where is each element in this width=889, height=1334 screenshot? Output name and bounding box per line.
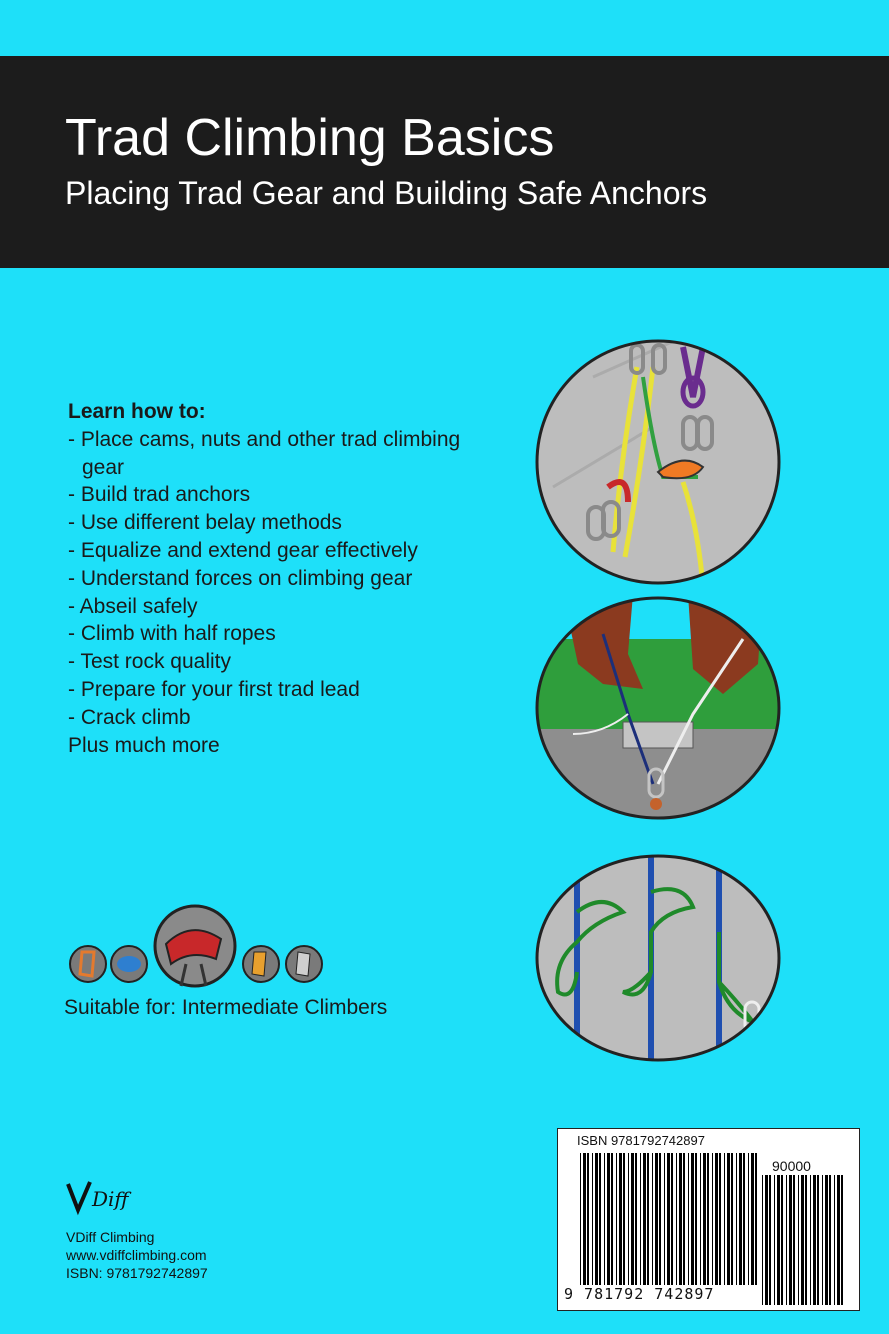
guide-belay-device-icon xyxy=(155,906,235,986)
list-item: - Equalize and extend gear effectively xyxy=(68,537,508,565)
barcode-bar xyxy=(707,1153,709,1285)
barcode-bar xyxy=(719,1153,721,1285)
barcode-bar xyxy=(712,1153,713,1285)
barcode-bar xyxy=(595,1153,598,1285)
barcode-bar xyxy=(623,1153,625,1285)
book-title: Trad Climbing Basics xyxy=(65,109,555,167)
barcode-bar xyxy=(817,1175,819,1305)
barcode-bar xyxy=(583,1153,586,1285)
publisher-info xyxy=(66,1228,208,1282)
barcode-bar xyxy=(703,1153,706,1285)
barcode-bar xyxy=(616,1153,617,1285)
barcode-bar xyxy=(765,1175,768,1305)
prusik-knot-illustration xyxy=(533,852,783,1064)
barcode-bar xyxy=(604,1153,605,1285)
barcode-box xyxy=(557,1128,860,1311)
barcode-bar xyxy=(727,1153,730,1285)
list-item: - Climb with half ropes xyxy=(68,620,508,648)
barcode-addon-bars xyxy=(762,1175,844,1305)
barcode-bar xyxy=(580,1153,581,1285)
barcode-bar xyxy=(700,1153,701,1285)
list-item: - Understand forces on climbing gear xyxy=(68,565,508,593)
list-item: - Place cams, nuts and other trad climbing gear xyxy=(68,426,508,482)
barcode-isbn-label: ISBN 9781792742897 xyxy=(577,1133,705,1148)
book-subtitle: Placing Trad Gear and Building Safe Anchors xyxy=(65,175,708,211)
barcode-bar xyxy=(635,1153,637,1285)
publisher-isbn: ISBN: 9781792742897 xyxy=(66,1265,208,1281)
suitable-for-text: Suitable for: Intermediate Climbers xyxy=(64,996,388,1019)
barcode-bar xyxy=(793,1175,795,1305)
barcode-bar xyxy=(587,1153,589,1285)
barcode-bar xyxy=(619,1153,622,1285)
barcode-bar xyxy=(607,1153,610,1285)
barcode-bar xyxy=(739,1153,742,1285)
barcode-digits: 9 781792 742897 xyxy=(564,1285,715,1303)
list-item: - Test rock quality xyxy=(68,648,508,676)
barcode-bar xyxy=(715,1153,718,1285)
learn-heading: Learn how to: xyxy=(68,400,206,423)
barcode-bar xyxy=(822,1175,823,1305)
list-item: - Use different belay methods xyxy=(68,509,508,537)
barcode-price-code: 90000 xyxy=(772,1158,811,1174)
barcode-bar xyxy=(801,1175,804,1305)
barcode-bar xyxy=(679,1153,682,1285)
carabiner-icon xyxy=(70,946,106,982)
barcode-bar xyxy=(599,1153,601,1285)
barcode-bar xyxy=(743,1153,745,1285)
barcode-bar xyxy=(671,1153,673,1285)
barcode-bar xyxy=(611,1153,613,1285)
barcode-bar xyxy=(655,1153,658,1285)
barcode-bar xyxy=(695,1153,697,1285)
barcode-bar xyxy=(798,1175,799,1305)
list-item: - Abseil safely xyxy=(68,593,508,621)
logo-text: Diff xyxy=(92,1187,129,1211)
list-item: - Build trad anchors xyxy=(68,481,508,509)
learn-footer: Plus much more xyxy=(68,733,220,757)
barcode-bar xyxy=(781,1175,783,1305)
barcode-bar xyxy=(724,1153,725,1285)
barcode-bar xyxy=(751,1153,754,1285)
barcode-bar xyxy=(774,1175,775,1305)
barcode-bar xyxy=(813,1175,816,1305)
barcode-bar xyxy=(748,1153,749,1285)
belay-anchor-illustration xyxy=(533,337,783,587)
barcode-bar xyxy=(640,1153,641,1285)
tree-anchor-illustration xyxy=(533,594,783,824)
belay-device-icon xyxy=(111,946,147,982)
barcode-bar xyxy=(664,1153,665,1285)
barcode-bar xyxy=(631,1153,634,1285)
gear-icons-row xyxy=(66,904,328,990)
barcode-bar xyxy=(825,1175,828,1305)
barcode-bar xyxy=(769,1175,771,1305)
figure-eight-icon xyxy=(243,946,279,982)
barcode-bar xyxy=(786,1175,787,1305)
barcode-bar xyxy=(762,1175,763,1305)
publisher-name: VDiff Climbing xyxy=(66,1229,155,1245)
barcode-bar xyxy=(592,1153,593,1285)
barcode-bar xyxy=(647,1153,649,1285)
barcode-bar xyxy=(652,1153,653,1285)
barcode-bar xyxy=(841,1175,843,1305)
barcode-bar xyxy=(755,1153,757,1285)
barcode-bar xyxy=(691,1153,694,1285)
barcode-bar xyxy=(810,1175,811,1305)
barcode-bar xyxy=(834,1175,835,1305)
barcode-bar xyxy=(659,1153,661,1285)
barcode-bar xyxy=(805,1175,807,1305)
barcode-bar xyxy=(628,1153,629,1285)
barcode-bar xyxy=(736,1153,737,1285)
barcode-bar xyxy=(643,1153,646,1285)
list-item: - Prepare for your first trad lead xyxy=(68,676,508,704)
barcode-bars xyxy=(580,1153,758,1285)
abseil-device-icon xyxy=(286,946,322,982)
barcode-bar xyxy=(829,1175,831,1305)
barcode-bar xyxy=(676,1153,677,1285)
learn-list-section xyxy=(68,398,508,759)
barcode-bar xyxy=(667,1153,670,1285)
barcode-bar xyxy=(683,1153,685,1285)
learn-list xyxy=(68,426,508,732)
vdiff-logo xyxy=(66,1178,166,1218)
barcode-bar xyxy=(837,1175,840,1305)
publisher-website: www.vdiffclimbing.com xyxy=(66,1247,207,1263)
list-item: - Crack climb xyxy=(68,704,508,732)
barcode-bar xyxy=(688,1153,689,1285)
barcode-bar xyxy=(731,1153,733,1285)
barcode-bar xyxy=(789,1175,792,1305)
barcode-bar xyxy=(777,1175,780,1305)
